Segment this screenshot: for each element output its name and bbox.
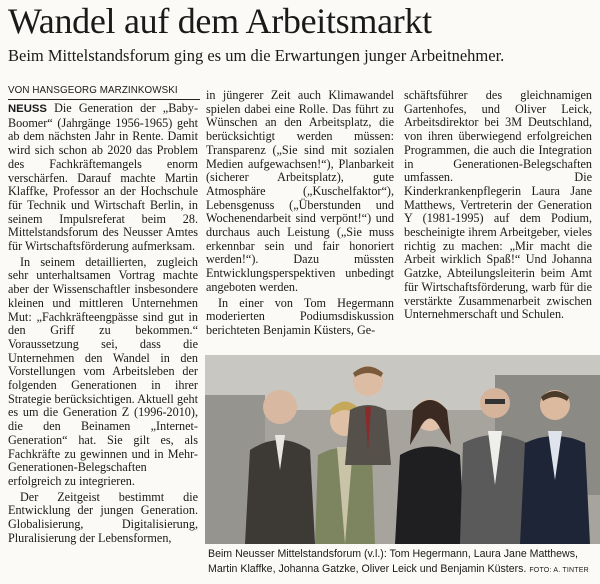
paragraph: in jüngerer Zeit auch Klimawandel spielen dabei eine Rolle. Das führt zu Wünschen an den Arbeitsplatz, die berücksichtigt werden müssen: Transparenz („Sie sind mit sozialen Medien aufgewachsen!“), Planbarkeit (sicherer Arbeitsplatz), gute Atmosphäre („Kuschelfaktor“), Lebensgenuss („Überstunden und Wochenendarbeit sind verpönt!“) und durchaus auch Leistung („Sie muss erkennbar sein und fair honoriert werden!“). Dazu müssten Entwicklungsperspektiven unbedingt angeboten werden. bbox=[206, 89, 394, 294]
article-column-1 bbox=[8, 102, 198, 582]
group-photo bbox=[205, 355, 600, 544]
byline: VON HANSGEORG MARZINKOWSKI bbox=[8, 85, 200, 100]
article-headline: Wandel auf dem Arbeitsmarkt bbox=[8, 1, 432, 41]
article-column-2 bbox=[206, 89, 394, 345]
caption-line bbox=[208, 562, 598, 578]
paragraph: In einer von Tom Hegermann moderierten Podiumsdiskussion berichteten Benjamin Küsters, Ge- bbox=[206, 295, 394, 337]
caption-line-text: Martin Klaffke, Johanna Gatzke, Oliver Leick und Benjamin Küsters. bbox=[208, 563, 527, 575]
photo-credit: FOTO: A. TINTER bbox=[529, 567, 589, 574]
caption-line: Beim Neusser Mittelstandsforum (v.l.): Tom Hegermann, Laura Jane Matthews, bbox=[208, 548, 578, 560]
article-subheadline: Beim Mittelstandsforum ging es um die Erwartungen junger Arbeitnehmer. bbox=[8, 46, 505, 65]
paragraph: Der Zeitgeist bestimmt die Entwicklung der jungen Generation. Globalisierung, Digitalisierung, Pluralisierung der Lebensformen, bbox=[8, 489, 198, 545]
paragraph: In seinem detaillierten, zugleich sehr unterhaltsamen Vortrag machte aber der Wissenschaftler insbesondere kleinen und mittleren Unternehmen Mut: „Fachkräfteengpässe sind gut in den Griff zu bekommen.“ Voraussetzung sei, dass die Unternehmen den Wandel in den Vorstellungen vom Arbeitsleben der folgenden Generationen in ihrer Strategie berücksichtigen. Aktuell geht es um die Generation Z (1996-2010), die den Beinamen „Internet-Generation“ hat. Sie gilt es, als Fachkräfte zu gewinnen und in Mehr-Generationen-Belegschaften erfolgreich zu integrieren. bbox=[8, 254, 198, 488]
dateline: NEUSS bbox=[8, 103, 47, 115]
article-column-3 bbox=[404, 89, 592, 345]
paragraph-text: Die Generation der „Baby-Boomer“ (Jahrgänge 1956-1965) geht ab dem nächsten Jahr in Rente. Damit wird sich schon ab 2020 das Problem des Fachkräftemangels enorm verschärfen. Darauf machte Martin Klaffke, Professor an der Hochschule für Technik und Wirtschaft Berlin, in seinem Impulsreferat beim 28. Mittelstandsforum des Neusser Amtes für Wirtschaftsförderung aufmerksam. bbox=[8, 102, 198, 254]
group-photo-illustration bbox=[205, 355, 600, 544]
paragraph: schäftsführer des gleichnamigen Gartenhofes, und Oliver Leick, Arbeitsdirektor bei 3M Deutschland, von ihren überwiegend erfolgreichen Programmen, die auch die Integration in Generationen-Belegschaften umfassen. Die Kinderkrankenpflegerin Laura Jane Matthews, Vertreterin der Generation Y (1981-1995) auf dem Podium, bescheinigte ihrem Arbeitgeber, vieles richtig zu machen: „Mir macht die Arbeit wirklich Spaß!“ Und Johanna Gatzke, Abteilungsleiterin beim Amt für Wirtschaftsförderung, warb für die verstärkte Zusammenarbeit zwischen Unternehmerschaft und Schulen. bbox=[404, 89, 592, 322]
paragraph bbox=[8, 102, 198, 254]
photo-caption bbox=[208, 547, 598, 578]
